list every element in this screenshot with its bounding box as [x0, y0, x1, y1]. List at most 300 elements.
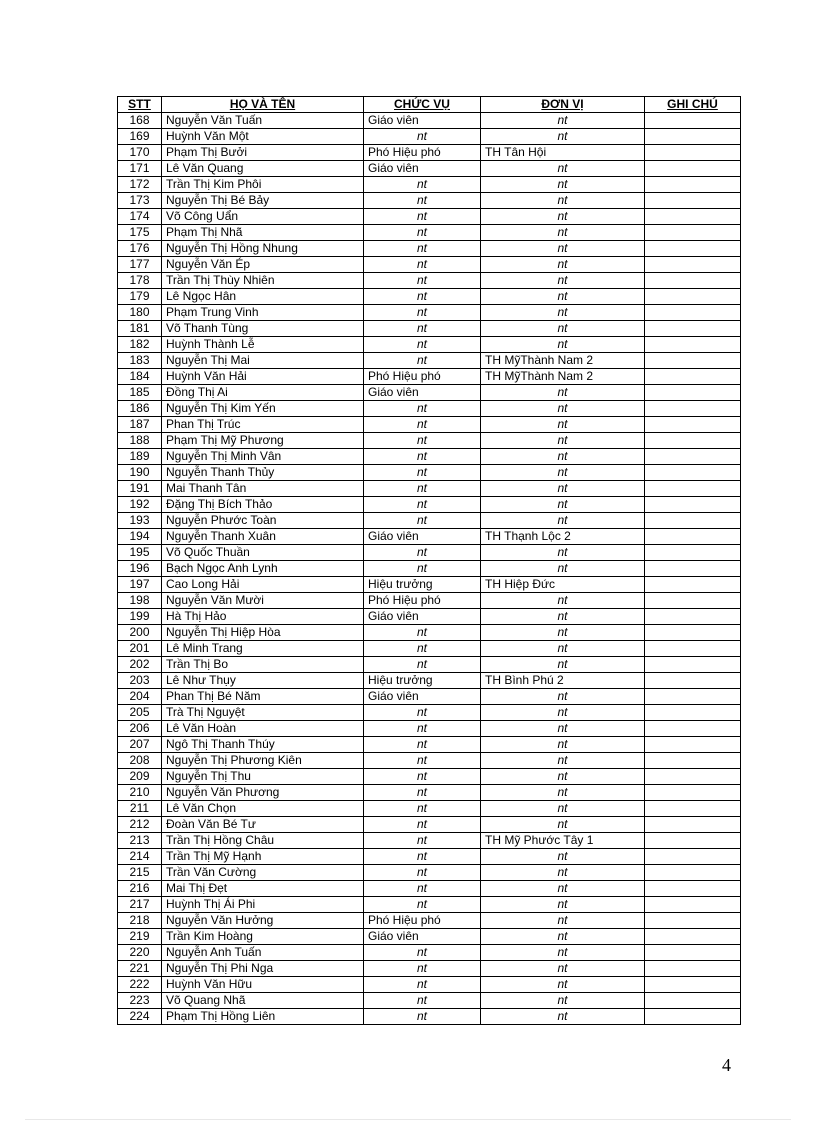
table-row — [118, 945, 741, 961]
row-stt: 220 — [118, 945, 162, 961]
staff-table — [117, 96, 741, 1025]
row-full-name: Lê Ngọc Hân — [162, 289, 364, 305]
row-stt: 173 — [118, 193, 162, 209]
row-position: Giáo viên — [364, 929, 481, 945]
row-stt: 222 — [118, 977, 162, 993]
row-position: Giáo viên — [364, 689, 481, 705]
row-note — [645, 577, 741, 593]
row-stt: 187 — [118, 417, 162, 433]
row-position: nt — [364, 721, 481, 737]
row-unit: nt — [481, 897, 645, 913]
row-note — [645, 897, 741, 913]
row-stt: 178 — [118, 273, 162, 289]
header-unit: ĐƠN VỊ — [481, 97, 645, 113]
row-full-name: Nguyễn Văn Hưởng — [162, 913, 364, 929]
row-stt: 206 — [118, 721, 162, 737]
row-position: nt — [364, 641, 481, 657]
row-position: nt — [364, 961, 481, 977]
row-stt: 201 — [118, 641, 162, 657]
row-unit: nt — [481, 225, 645, 241]
row-full-name: Võ Công Uẩn — [162, 209, 364, 225]
table-row — [118, 577, 741, 593]
row-unit: nt — [481, 385, 645, 401]
row-position: nt — [364, 625, 481, 641]
row-stt: 216 — [118, 881, 162, 897]
row-stt: 196 — [118, 561, 162, 577]
row-unit: nt — [481, 321, 645, 337]
row-stt: 218 — [118, 913, 162, 929]
row-unit: nt — [481, 417, 645, 433]
row-unit: nt — [481, 977, 645, 993]
row-full-name: Nguyễn Thị Hiệp Hòa — [162, 625, 364, 641]
row-unit: nt — [481, 305, 645, 321]
row-unit: nt — [481, 769, 645, 785]
row-stt: 188 — [118, 433, 162, 449]
row-unit: nt — [481, 433, 645, 449]
row-position: nt — [364, 497, 481, 513]
row-full-name: Lê Văn Hoàn — [162, 721, 364, 737]
row-position: nt — [364, 977, 481, 993]
row-unit: nt — [481, 193, 645, 209]
row-stt: 175 — [118, 225, 162, 241]
row-full-name: Huỳnh Văn Hải — [162, 369, 364, 385]
table-row — [118, 769, 741, 785]
row-note — [645, 113, 741, 129]
row-position: Hiệu trưởng — [364, 577, 481, 593]
row-full-name: Nguyễn Thị Minh Vân — [162, 449, 364, 465]
table-row — [118, 689, 741, 705]
row-position: Phó Hiệu phó — [364, 593, 481, 609]
row-unit: nt — [481, 721, 645, 737]
row-unit: nt — [481, 209, 645, 225]
row-unit: nt — [481, 945, 645, 961]
row-full-name: Nguyễn Thị Phương Kiên — [162, 753, 364, 769]
table-row — [118, 497, 741, 513]
row-stt: 189 — [118, 449, 162, 465]
row-unit: nt — [481, 513, 645, 529]
table-row — [118, 785, 741, 801]
row-note — [645, 545, 741, 561]
row-note — [645, 961, 741, 977]
row-unit: nt — [481, 993, 645, 1009]
row-unit: nt — [481, 913, 645, 929]
row-full-name: Cao Long Hải — [162, 577, 364, 593]
row-unit: nt — [481, 481, 645, 497]
table-row — [118, 321, 741, 337]
table-row — [118, 257, 741, 273]
row-note — [645, 993, 741, 1009]
row-unit: nt — [481, 401, 645, 417]
table-row — [118, 529, 741, 545]
row-position: nt — [364, 449, 481, 465]
row-stt: 212 — [118, 817, 162, 833]
row-note — [645, 449, 741, 465]
row-position: nt — [364, 705, 481, 721]
row-note — [645, 433, 741, 449]
row-position: nt — [364, 129, 481, 145]
table-row — [118, 641, 741, 657]
row-stt: 180 — [118, 305, 162, 321]
row-full-name: Võ Quang Nhã — [162, 993, 364, 1009]
row-full-name: Hà Thị Hảo — [162, 609, 364, 625]
row-position: nt — [364, 481, 481, 497]
row-unit: nt — [481, 961, 645, 977]
row-full-name: Ngô Thị Thanh Thúy — [162, 737, 364, 753]
table-row — [118, 833, 741, 849]
table-row — [118, 849, 741, 865]
row-full-name: Nguyễn Thị Hồng Nhung — [162, 241, 364, 257]
row-unit: nt — [481, 465, 645, 481]
row-unit: nt — [481, 449, 645, 465]
row-full-name: Huỳnh Văn Hữu — [162, 977, 364, 993]
table-row — [118, 865, 741, 881]
row-full-name: Nguyễn Thị Phi Nga — [162, 961, 364, 977]
row-stt: 185 — [118, 385, 162, 401]
row-stt: 197 — [118, 577, 162, 593]
row-unit: nt — [481, 849, 645, 865]
row-stt: 169 — [118, 129, 162, 145]
row-stt: 208 — [118, 753, 162, 769]
row-full-name: Phan Thị Bé Năm — [162, 689, 364, 705]
row-unit: nt — [481, 657, 645, 673]
row-note — [645, 129, 741, 145]
row-unit: nt — [481, 497, 645, 513]
row-position: nt — [364, 241, 481, 257]
row-unit: nt — [481, 753, 645, 769]
row-full-name: Đoàn Văn Bé Tư — [162, 817, 364, 833]
row-note — [645, 161, 741, 177]
row-full-name: Nguyễn Thanh Thủy — [162, 465, 364, 481]
row-note — [645, 177, 741, 193]
row-stt: 207 — [118, 737, 162, 753]
row-unit: nt — [481, 625, 645, 641]
table-row — [118, 737, 741, 753]
row-unit: nt — [481, 641, 645, 657]
row-unit: nt — [481, 801, 645, 817]
row-unit: nt — [481, 929, 645, 945]
row-stt: 182 — [118, 337, 162, 353]
row-note — [645, 721, 741, 737]
table-row — [118, 961, 741, 977]
row-position: Hiệu trưởng — [364, 673, 481, 689]
row-unit: nt — [481, 289, 645, 305]
row-stt: 198 — [118, 593, 162, 609]
row-stt: 184 — [118, 369, 162, 385]
row-note — [645, 273, 741, 289]
row-note — [645, 625, 741, 641]
row-stt: 191 — [118, 481, 162, 497]
row-position: nt — [364, 737, 481, 753]
row-note — [645, 481, 741, 497]
row-full-name: Nguyễn Thị Thu — [162, 769, 364, 785]
row-note — [645, 513, 741, 529]
header-full-name: HỌ VÀ TÊN — [162, 97, 364, 113]
row-full-name: Trần Thị Bo — [162, 657, 364, 673]
row-note — [645, 353, 741, 369]
row-full-name: Nguyễn Phước Toàn — [162, 513, 364, 529]
row-note — [645, 417, 741, 433]
row-unit: nt — [481, 545, 645, 561]
row-full-name: Nguyễn Văn Tuấn — [162, 113, 364, 129]
row-note — [645, 465, 741, 481]
row-position: nt — [364, 897, 481, 913]
row-full-name: Nguyễn Anh Tuấn — [162, 945, 364, 961]
row-full-name: Nguyễn Văn Phương — [162, 785, 364, 801]
row-full-name: Nguyễn Thị Kim Yến — [162, 401, 364, 417]
table-row — [118, 993, 741, 1009]
row-unit: TH Tân Hội — [481, 145, 645, 161]
row-stt: 177 — [118, 257, 162, 273]
header-position: CHỨC VỤ — [364, 97, 481, 113]
row-note — [645, 193, 741, 209]
row-stt: 213 — [118, 833, 162, 849]
row-full-name: Phan Thị Trúc — [162, 417, 364, 433]
row-note — [645, 753, 741, 769]
row-position: Giáo viên — [364, 529, 481, 545]
row-position: Giáo viên — [364, 385, 481, 401]
row-stt: 190 — [118, 465, 162, 481]
row-full-name: Trà Thị Nguyệt — [162, 705, 364, 721]
row-unit: nt — [481, 113, 645, 129]
table-row — [118, 353, 741, 369]
table-row — [118, 433, 741, 449]
row-stt: 205 — [118, 705, 162, 721]
row-position: nt — [364, 993, 481, 1009]
row-note — [645, 209, 741, 225]
row-stt: 217 — [118, 897, 162, 913]
row-full-name: Bạch Ngọc Anh Lynh — [162, 561, 364, 577]
row-note — [645, 609, 741, 625]
row-note — [645, 337, 741, 353]
row-note — [645, 529, 741, 545]
row-note — [645, 497, 741, 513]
row-full-name: Nguyễn Thị Mai — [162, 353, 364, 369]
row-note — [645, 705, 741, 721]
row-position: nt — [364, 753, 481, 769]
row-full-name: Trần Thị Mỹ Hạnh — [162, 849, 364, 865]
table-row — [118, 609, 741, 625]
row-stt: 179 — [118, 289, 162, 305]
table-row — [118, 449, 741, 465]
row-unit: nt — [481, 241, 645, 257]
table-row — [118, 657, 741, 673]
row-note — [645, 561, 741, 577]
row-note — [645, 289, 741, 305]
table-row — [118, 897, 741, 913]
row-full-name: Trần Thị Hồng Châu — [162, 833, 364, 849]
row-stt: 224 — [118, 1009, 162, 1025]
row-position: nt — [364, 865, 481, 881]
row-full-name: Trần Thị Thùy Nhiên — [162, 273, 364, 289]
table-row — [118, 881, 741, 897]
row-unit: nt — [481, 689, 645, 705]
row-note — [645, 305, 741, 321]
table-row — [118, 161, 741, 177]
table-row — [118, 401, 741, 417]
row-position: Giáo viên — [364, 161, 481, 177]
table-row — [118, 193, 741, 209]
row-stt: 194 — [118, 529, 162, 545]
table-row — [118, 177, 741, 193]
row-unit: TH Thạnh Lộc 2 — [481, 529, 645, 545]
row-position: nt — [364, 337, 481, 353]
row-stt: 181 — [118, 321, 162, 337]
table-row — [118, 225, 741, 241]
staff-table-container — [117, 96, 740, 1025]
row-full-name: Nguyễn Thanh Xuân — [162, 529, 364, 545]
row-position: nt — [364, 833, 481, 849]
row-unit: nt — [481, 865, 645, 881]
row-position: nt — [364, 257, 481, 273]
table-row — [118, 673, 741, 689]
row-position: nt — [364, 769, 481, 785]
row-full-name: Phạm Thị Nhã — [162, 225, 364, 241]
row-note — [645, 785, 741, 801]
row-position: nt — [364, 1009, 481, 1025]
row-unit: nt — [481, 881, 645, 897]
row-position: nt — [364, 785, 481, 801]
row-unit: nt — [481, 785, 645, 801]
row-note — [645, 913, 741, 929]
row-unit: nt — [481, 817, 645, 833]
row-unit: nt — [481, 705, 645, 721]
row-unit: TH MỹThành Nam 2 — [481, 353, 645, 369]
table-row — [118, 817, 741, 833]
row-position: nt — [364, 817, 481, 833]
row-stt: 172 — [118, 177, 162, 193]
row-stt: 176 — [118, 241, 162, 257]
row-unit: nt — [481, 161, 645, 177]
row-stt: 223 — [118, 993, 162, 1009]
row-position: nt — [364, 417, 481, 433]
row-note — [645, 929, 741, 945]
row-position: nt — [364, 433, 481, 449]
row-note — [645, 321, 741, 337]
table-row — [118, 369, 741, 385]
row-stt: 215 — [118, 865, 162, 881]
row-position: nt — [364, 193, 481, 209]
row-note — [645, 241, 741, 257]
row-position: Phó Hiệu phó — [364, 913, 481, 929]
table-row — [118, 561, 741, 577]
row-position: nt — [364, 321, 481, 337]
row-note — [645, 945, 741, 961]
row-stt: 170 — [118, 145, 162, 161]
table-row — [118, 209, 741, 225]
row-stt: 200 — [118, 625, 162, 641]
row-full-name: Phạm Thị Mỹ Phương — [162, 433, 364, 449]
row-unit: TH Mỹ Phước Tây 1 — [481, 833, 645, 849]
row-stt: 202 — [118, 657, 162, 673]
table-row — [118, 721, 741, 737]
row-unit: TH MỹThành Nam 2 — [481, 369, 645, 385]
row-full-name: Phạm Trung Vinh — [162, 305, 364, 321]
row-note — [645, 881, 741, 897]
row-stt: 221 — [118, 961, 162, 977]
table-row — [118, 1009, 741, 1025]
row-position: Phó Hiệu phó — [364, 369, 481, 385]
row-note — [645, 657, 741, 673]
row-stt: 214 — [118, 849, 162, 865]
row-full-name: Huỳnh Thị Ái Phi — [162, 897, 364, 913]
row-unit: TH Bình Phú 2 — [481, 673, 645, 689]
row-note — [645, 801, 741, 817]
row-full-name: Mai Thị Đẹt — [162, 881, 364, 897]
table-row — [118, 913, 741, 929]
row-position: nt — [364, 849, 481, 865]
table-row — [118, 801, 741, 817]
row-stt: 193 — [118, 513, 162, 529]
table-row — [118, 129, 741, 145]
row-full-name: Nguyễn Văn Mười — [162, 593, 364, 609]
row-unit: nt — [481, 609, 645, 625]
row-position: Phó Hiệu phó — [364, 145, 481, 161]
row-position: nt — [364, 545, 481, 561]
row-unit: nt — [481, 177, 645, 193]
row-full-name: Trần Thị Kim Phôi — [162, 177, 364, 193]
row-full-name: Lê Minh Trang — [162, 641, 364, 657]
table-row — [118, 241, 741, 257]
row-full-name: Huỳnh Văn Một — [162, 129, 364, 145]
row-unit: nt — [481, 337, 645, 353]
row-full-name: Nguyễn Thị Bé Bảy — [162, 193, 364, 209]
row-position: nt — [364, 465, 481, 481]
row-note — [645, 977, 741, 993]
table-row — [118, 145, 741, 161]
row-position: nt — [364, 353, 481, 369]
row-full-name: Lê Văn Quang — [162, 161, 364, 177]
row-note — [645, 593, 741, 609]
table-row — [118, 337, 741, 353]
row-stt: 192 — [118, 497, 162, 513]
row-position: nt — [364, 945, 481, 961]
row-stt: 186 — [118, 401, 162, 417]
row-note — [645, 257, 741, 273]
table-row — [118, 289, 741, 305]
row-full-name: Đặng Thị Bích Thảo — [162, 497, 364, 513]
page-number: 4 — [722, 1055, 731, 1075]
row-unit: nt — [481, 737, 645, 753]
row-full-name: Phạm Thị Bưởi — [162, 145, 364, 161]
row-unit: nt — [481, 129, 645, 145]
row-position: nt — [364, 657, 481, 673]
row-note — [645, 145, 741, 161]
row-stt: 204 — [118, 689, 162, 705]
table-row — [118, 513, 741, 529]
table-row — [118, 753, 741, 769]
row-note — [645, 641, 741, 657]
row-note — [645, 385, 741, 401]
table-row — [118, 977, 741, 993]
row-stt: 174 — [118, 209, 162, 225]
row-unit: nt — [481, 1009, 645, 1025]
table-row — [118, 625, 741, 641]
row-stt: 210 — [118, 785, 162, 801]
row-position: nt — [364, 289, 481, 305]
table-row — [118, 417, 741, 433]
row-stt: 209 — [118, 769, 162, 785]
table-row — [118, 593, 741, 609]
table-row — [118, 385, 741, 401]
row-position: nt — [364, 177, 481, 193]
table-header-row — [118, 97, 741, 113]
row-full-name: Trần Văn Cường — [162, 865, 364, 881]
row-stt: 219 — [118, 929, 162, 945]
table-row — [118, 465, 741, 481]
row-stt: 203 — [118, 673, 162, 689]
row-note — [645, 369, 741, 385]
row-stt: 199 — [118, 609, 162, 625]
